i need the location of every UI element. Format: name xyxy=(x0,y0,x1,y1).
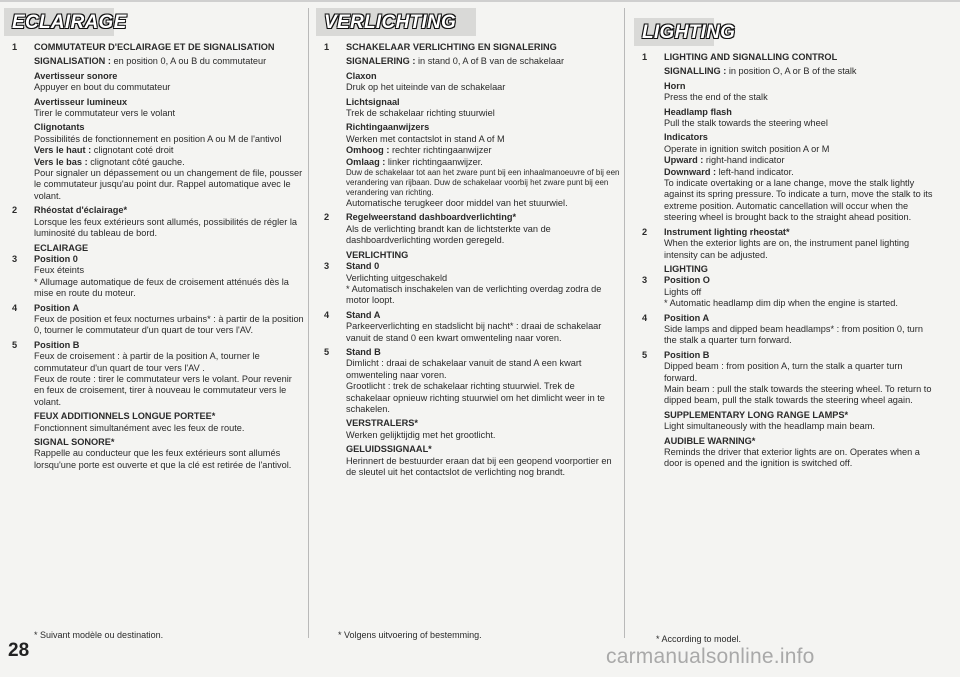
watermark: carmanualsonline.info xyxy=(606,645,815,668)
list-item: 2 Regelweerstand dashboardverlichting* Als de verlichting brandt kan de lichtsterkte van de dashboardverlichting worden geregeld. xyxy=(324,212,551,246)
section-title: ECLAIRAGE xyxy=(12,12,127,33)
column-english: LIGHTING 1 LIGHTING AND SIGNALLING CONTROL SIGNALLING : in position O, A or B of the stalk Horn Press the end of the stalk Headlamp flash Pull the stalk towards the steering wheel Indicators Operate in ignition switch position A or M Upward : right-hand indicator Downward : left-hand indicator. To indicate overtaking or a lane change, move the stalk lightly against its spring pressure. To indicate a turn, move the stalk to its extreme position. Automatic cancellation will occur when the steering wheel is brought back to the straight ahead position. 2 Instrument lighting rheostat* When the exterior lights are on, the instrument panel lighting intensity can be adjusted. LIGHTING 3 Position O Lights off * Automatic headlamp dim dip when the engine is started. 4 Position A Side lamps and dipped beam headlamps* : from position 0, turn the stalk a quarter turn forward. 5 Position B Dipped beam : from position A, turn the stalk a quarter turn forward. Main beam : pull the stalk towards the steering wheel. To return to dipped beam, pull the stalk towards the steering wheel again. SUPPLEMENTARY LONG RANGE LAMPS* Light simultaneously with the headlamp main beam. AUDIBLE WARNING* Reminds the driver that exterior lights are on. Operates when a door is opened and the ignition is switched off. xyxy=(634,0,936,473)
list-item: 1 COMMUTATEUR D'ECLAIRAGE ET DE SIGNALISATION SIGNALISATION : en position 0, A ou B du commutateur Avertisseur sonore Appuyer en bout du commutateur Avertisseur lumineux Tirer le commutateur vers le volant Clignotants Possibilités de fonctionnement en position A ou M de l'antivol Vers le haut : clignotant coté droit Vers le bas : clignotant côté gauche. Pour signaler un dépassement ou un changement de file, pousser le commutateur jusqu'au point dur. Rappel automatique avec le volant. xyxy=(12,42,303,201)
list-item: 3 Stand 0 Verlichting uitgeschakeld * Automatisch inschakelen van de verlichting overdag zodra de motor loopt. xyxy=(324,261,602,306)
section-header xyxy=(4,8,304,36)
list-item: 3 Position O Lights off * Automatic headlamp dim dip when the engine is started. xyxy=(642,275,898,309)
list-item: 2 Rhéostat d'éclairage* Lorsque les feux extérieurs sont allumés, possibilités de régler la luminosité du tableau de bord. xyxy=(12,205,297,239)
list-item: 3 Position 0 Feux éteints * Allumage automatique de feux de croisement atténués dès la mise en route du moteur. xyxy=(12,253,289,299)
list-item: 1 SCHAKELAAR VERLICHTING EN SIGNALERING SIGNALERING : in stand 0, A of B van de schakelaar Claxon Druk op het uiteinde van de schakelaar Lichtsignaal Trek de schakelaar richting stuurwiel Richtingaanwijzers Werken met contactslot in stand A of M Omhoog : rechter richtingaanwijzer Omlaag : linker richtingaanwijzer. Duw de schakelaar tot aan het zware punt bij een inhaalmanoeuvre of bij een verandering van rijbaan. Duw de schakelaar voorbij het zware punt bij een verandering van richting. Automatische terugkeer door middel van het stuurwiel. xyxy=(324,42,620,209)
column-divider xyxy=(308,8,309,638)
page-number: 28 xyxy=(8,640,30,661)
list-item: 4 Stand A Parkeerverlichting en stadslicht bij nacht* : draai de schakelaar vanuit de stand 0 een kwart omwenteling naar voren. xyxy=(324,309,602,343)
section-header xyxy=(316,8,620,36)
list-item: 4 Position A Side lamps and dipped beam headlamps* : from position 0, turn the stalk a quarter turn forward. xyxy=(642,312,923,346)
footnote: * According to model. xyxy=(656,634,742,644)
column-french: ECLAIRAGE 1 COMMUTATEUR D'ECLAIRAGE ET DE SIGNALISATION SIGNALISATION : en position 0, A ou B du commutateur Avertisseur sonore Appuyer en bout du commutateur Avertisseur lumineux Tirer le commutateur vers le volant Clignotants Possibilités de fonctionnement en position A ou M de l'antivol Vers le haut : clignotant coté droit Vers le bas : clignotant côté gauche. Pour signaler un dépassement ou un changement de file, pousser le commutateur jusqu'au point dur. Rappel automatique avec le volant. 2 Rhéostat d'éclairage* Lorsque les feux extérieurs sont allumés, possibilités de régler la luminosité du tableau de bord. ECLAIRAGE 3 Position 0 Feux éteints * Allumage automatique de feux de croisement atténués dès la mise en route du moteur. 4 Position A Feux de position et feux nocturnes urbains* : à partir de la position 0, tourner le commutateur d'un quart de tour vers l'AV. 5 Position B Feux de croisement : à partir de la position A, tourner le commutateur d'un quart de tour vers l'AV . Feux de route : tirer le commutateur vers le volant. Pour revenir en feux de croisement, tirer à nouveau le commutateur vers le volant. FEUX ADDITIONNELS LONGUE PORTEE* Fonctionnent simultanément avec les feux de route. SIGNAL SONORE* Rappelle au conducteur que les feux extérieurs sont allumés lorsqu'une porte est ouverte et que la clé est retirée de l'antivol. xyxy=(4,0,304,474)
list-item: 5 Stand B Dimlicht : draai de schakelaar vanuit de stand A een kwart omwenteling naar voren. Grootlicht : trek de schakelaar richting stuurwiel. Trek de schakelaar opnieuw richting stuurwiel om het dimlicht weer in te schakelen. xyxy=(324,346,605,414)
column-divider xyxy=(624,8,625,638)
list-item: 1 LIGHTING AND SIGNALLING CONTROL SIGNALLING : in position O, A or B of the stalk Horn Press the end of the stalk Headlamp flash Pull the stalk towards the steering wheel Indicators Operate in ignition switch position A or M Upward : right-hand indicator Downward : left-hand indicator. To indicate overtaking or a lane change, move the stalk lightly against its spring pressure. To indicate a turn, move the stalk to its extreme position. Automatic cancellation will occur when the steering wheel is brought back to the straight ahead position. xyxy=(642,52,933,223)
column-dutch: VERLICHTING 1 SCHAKELAAR VERLICHTING EN SIGNALERING SIGNALERING : in stand 0, A of B van de schakelaar Claxon Druk op het uiteinde van de schakelaar Lichtsignaal Trek de schakelaar richting stuurwiel Richtingaanwijzers Werken met contactslot in stand A of M Omhoog : rechter richtingaanwijzer Omlaag : linker richtingaanwijzer. Duw de schakelaar tot aan het zware punt bij een inhaalmanoeuvre of bij een verandering van rijbaan. Duw de schakelaar voorbij het zware punt bij een verandering van richting. Automatische terugkeer door middel van het stuurwiel. 2 Regelweerstand dashboardverlichting* Als de verlichting brandt kan de lichtsterkte van de dashboardverlichting worden geregeld. VERLICHTING 3 Stand 0 Verlichting uitgeschakeld * Automatisch inschakelen van de verlichting overdag zodra de motor loopt. 4 Stand A Parkeerverlichting en stadslicht bij nacht* : draai de schakelaar vanuit de stand 0 een kwart omwenteling naar voren. 5 Stand B Dimlicht : draai de schakelaar vanuit de stand A een kwart omwenteling naar voren. Grootlicht : trek de schakelaar richting stuurwiel. Trek de schakelaar opnieuw richting stuurwiel om het dimlicht weer in te schakelen. VERSTRALERS* Werken gelijktijdig met het grootlicht. GELUIDSSIGNAAL* Herinnert de bestuurder eraan dat bij een geopend voorportier en de sleutel uit het contactslot de verlichting nog brandt. xyxy=(316,0,620,481)
list-item: 2 Instrument lighting rheostat* When the exterior lights are on, the instrument panel lighting intensity can be adjusted. xyxy=(642,226,910,260)
list-item: 5 Position B Feux de croisement : à partir de la position A, tourner le commutateur d'un quart de tour vers l'AV . Feux de route : tirer le commutateur vers le volant. Pour revenir en feux de croisement, tirer à nouveau le commutateur vers le volant. xyxy=(12,339,292,407)
footnote: * Suivant modèle ou destination. xyxy=(34,630,164,640)
section-header xyxy=(634,18,936,46)
footnote: * Volgens uitvoering of bestemming. xyxy=(338,630,482,640)
section-title: LIGHTING xyxy=(642,22,736,43)
section-title: VERLICHTING xyxy=(324,12,457,33)
list-item: 5 Position B Dipped beam : from position A, turn the stalk a quarter turn forward. Main beam : pull the stalk towards the steering wheel. To return to dipped beam, pull the stalk towards the steering wheel again. xyxy=(642,349,932,406)
list-item: 4 Position A Feux de position et feux nocturnes urbains* : à partir de la position 0, tourner le commutateur d'un quart de tour vers l'AV. xyxy=(12,302,304,336)
